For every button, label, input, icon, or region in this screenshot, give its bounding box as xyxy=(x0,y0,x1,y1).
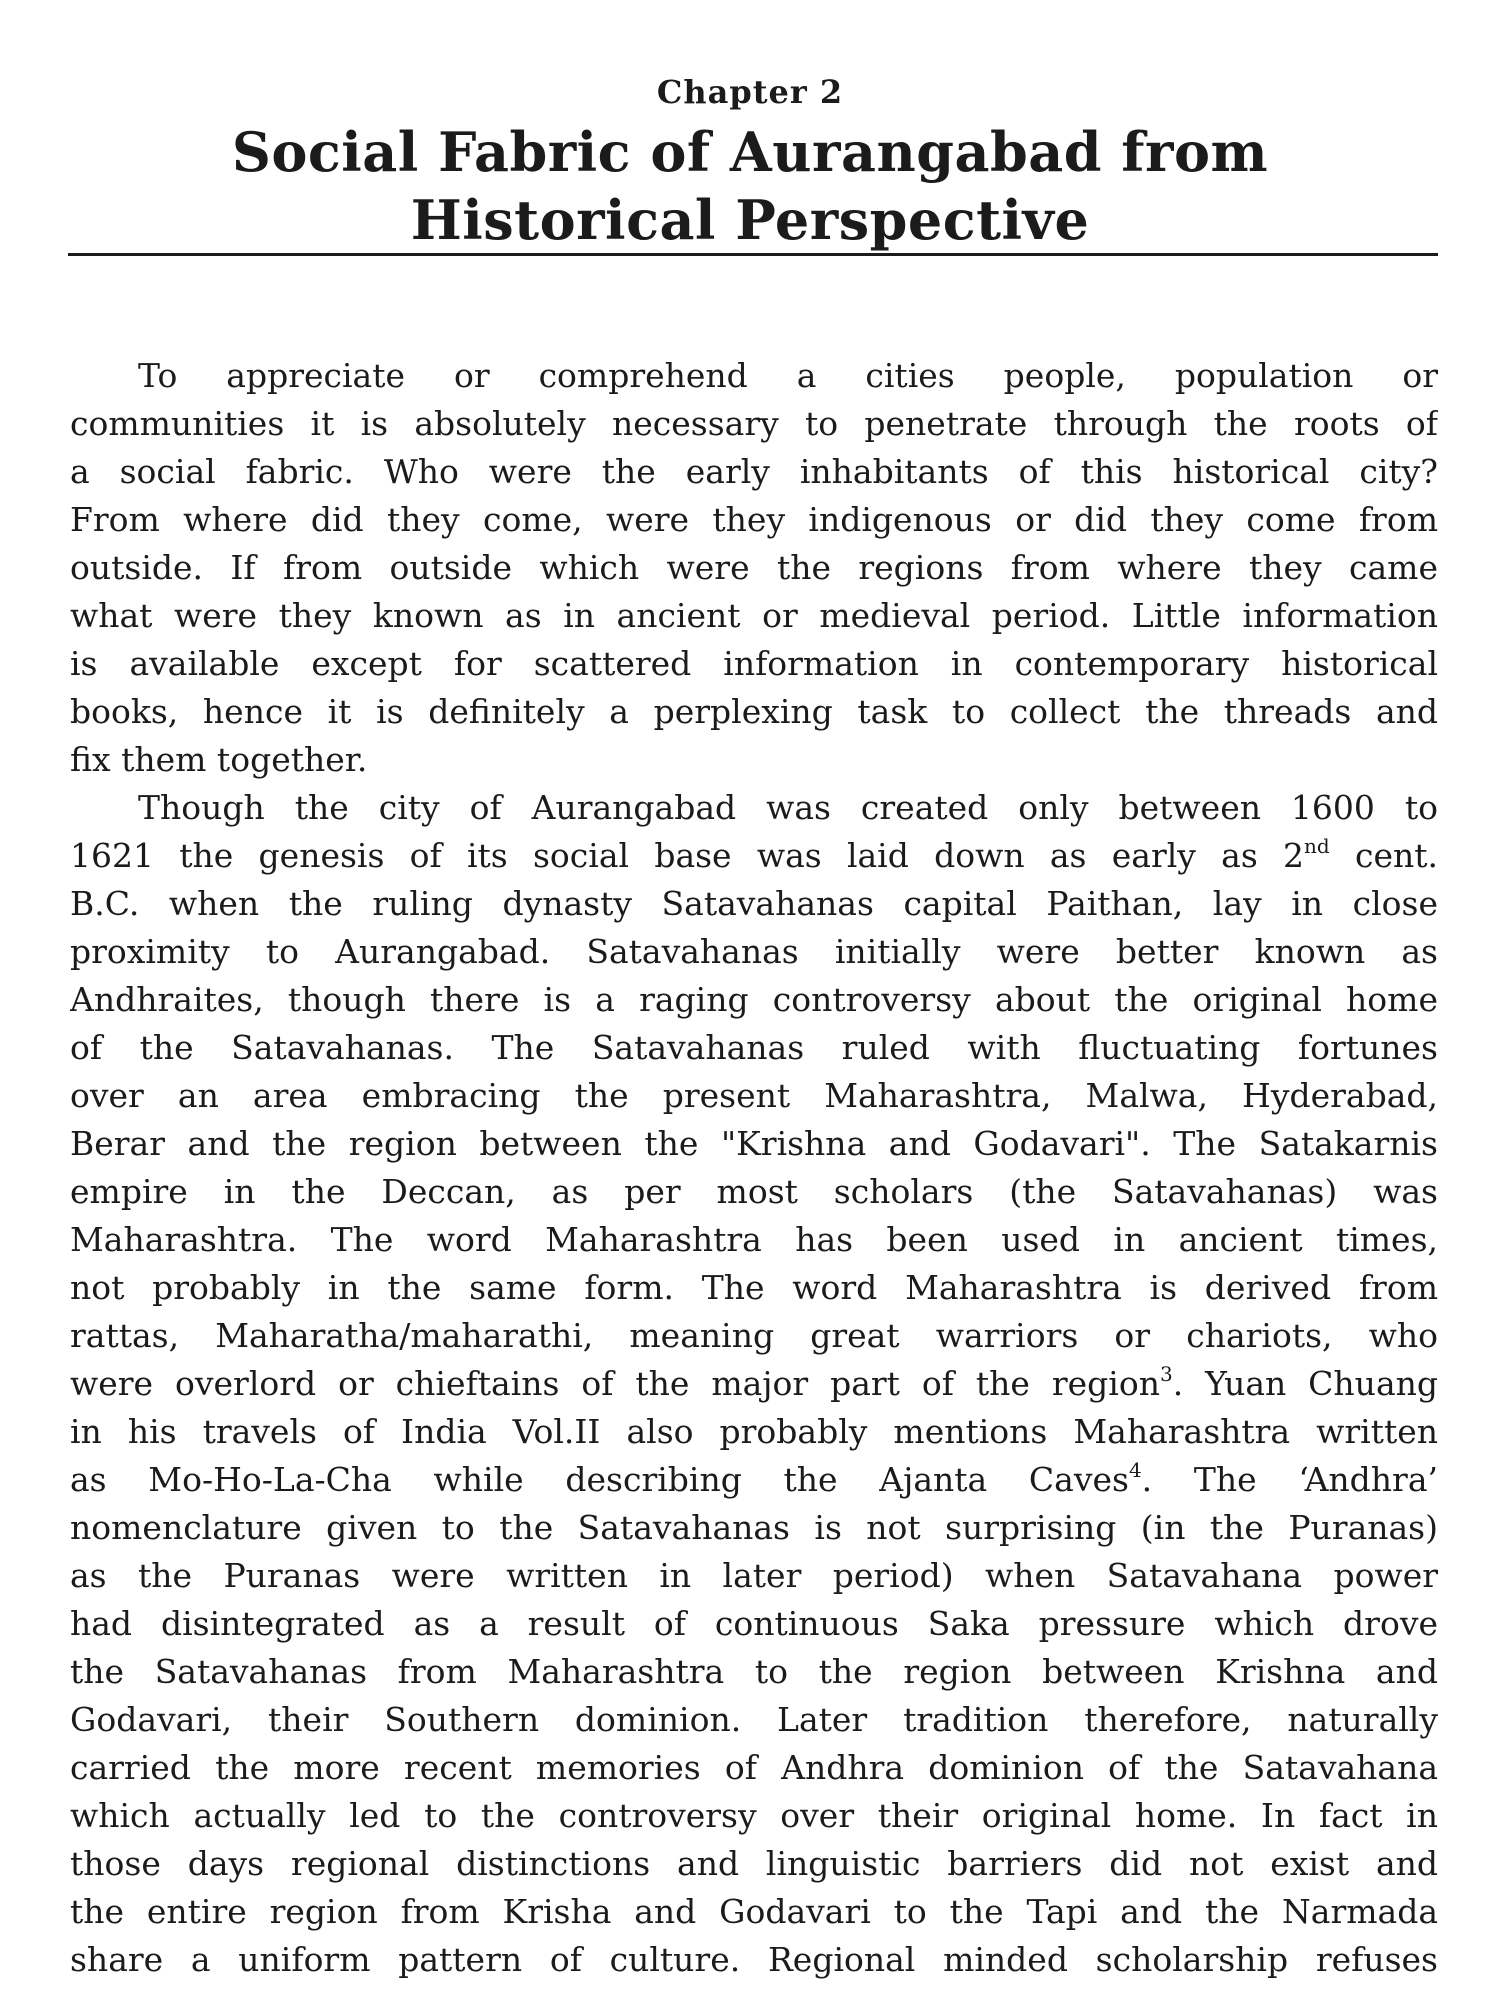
text-line xyxy=(70,832,1438,880)
text-line: nomenclature given to the Satavahanas is not surprising (in the Puranas) xyxy=(70,1508,1438,1547)
text-line: which actually led to the controversy over their original home. In fact in xyxy=(70,1796,1438,1835)
text-line: books, hence it is definitely a perplexing task to collect the threads and xyxy=(70,692,1438,731)
text-line xyxy=(70,1456,1438,1504)
title-divider xyxy=(68,253,1438,256)
text-segment: cent. xyxy=(1329,836,1438,875)
text-line: share a uniform pattern of culture. Regional minded scholarship refuses xyxy=(70,1940,1438,1979)
text-line: fix them together. xyxy=(70,740,368,779)
text-segment: 1621 the genesis of its social base was laid down as early as 2 xyxy=(70,836,1305,875)
chapter-title xyxy=(100,118,1400,254)
chapter-label: Chapter 2 xyxy=(656,73,844,111)
text-line: of the Satavahanas. The Satavahanas ruled with fluctuating fortunes xyxy=(70,1028,1438,1067)
text-line: Andhraites, though there is a raging controversy about the original home xyxy=(70,980,1438,1019)
text-line: what were they known as in ancient or medieval period. Little information xyxy=(70,596,1438,635)
footnote-marker: 3 xyxy=(1159,1362,1173,1386)
text-line: those days regional distinctions and linguistic barriers did not exist and xyxy=(70,1844,1438,1883)
text-line: not probably in the same form. The word Maharashtra is derived from xyxy=(70,1268,1438,1307)
text-line: From where did they come, were they indigenous or did they come from xyxy=(70,500,1438,539)
text-line: a social fabric. Who were the early inhabitants of this historical city? xyxy=(70,452,1438,491)
text-line: the Satavahanas from Maharashtra to the region between Krishna and xyxy=(70,1652,1438,1691)
text-line: as the Puranas were written in later period) when Satavahana power xyxy=(70,1556,1438,1595)
text-line: is available except for scattered information in contemporary historical xyxy=(70,644,1438,683)
text-line: the entire region from Krisha and Godavari to the Tapi and the Narmada xyxy=(70,1892,1438,1931)
chapter-title-line: Social Fabric of Aurangabad from xyxy=(231,120,1269,184)
text-segment: were overlord or chieftains of the major part of the region xyxy=(70,1364,1160,1403)
body-text xyxy=(70,352,1438,1984)
footnote-marker: 4 xyxy=(1128,1458,1142,1482)
text-line: Berar and the region between the "Krishna and Godavari". The Satakarnis xyxy=(70,1124,1438,1163)
paragraph xyxy=(70,784,1438,1984)
paragraph xyxy=(70,352,1438,784)
superscript: nd xyxy=(1304,834,1330,858)
text-line: To appreciate or comprehend a cities people, population or xyxy=(138,356,1438,395)
text-line: Godavari, their Southern dominion. Later tradition therefore, naturally xyxy=(70,1700,1438,1739)
text-line: had disintegrated as a result of continuous Saka pressure which drove xyxy=(70,1604,1438,1643)
text-line xyxy=(70,1360,1438,1408)
text-line: rattas, Maharatha/maharathi, meaning great warriors or chariots, who xyxy=(70,1316,1438,1355)
text-line: Though the city of Aurangabad was created only between 1600 to xyxy=(138,788,1438,827)
text-segment: as Mo-Ho-La-Cha while describing the Ajanta Caves xyxy=(70,1460,1129,1499)
text-line: communities it is absolutely necessary to penetrate through the roots of xyxy=(70,404,1438,443)
text-line: over an area embracing the present Maharashtra, Malwa, Hyderabad, xyxy=(70,1076,1438,1115)
text-line: in his travels of India Vol.II also probably mentions Maharashtra written xyxy=(70,1412,1438,1451)
text-line: B.C. when the ruling dynasty Satavahanas capital Paithan, lay in close xyxy=(70,884,1438,923)
text-segment: . Yuan Chuang xyxy=(1172,1364,1438,1403)
text-segment: . The ‘Andhra’ xyxy=(1141,1460,1438,1499)
text-line: proximity to Aurangabad. Satavahanas initially were better known as xyxy=(70,932,1438,971)
text-line: carried the more recent memories of Andhra dominion of the Satavahana xyxy=(70,1748,1438,1787)
text-line: outside. If from outside which were the regions from where they came xyxy=(70,548,1438,587)
text-line: empire in the Deccan, as per most scholars (the Satavahanas) was xyxy=(70,1172,1438,1211)
text-line: Maharashtra. The word Maharashtra has been used in ancient times, xyxy=(70,1220,1438,1259)
chapter-title-line: Historical Perspective xyxy=(410,188,1090,252)
